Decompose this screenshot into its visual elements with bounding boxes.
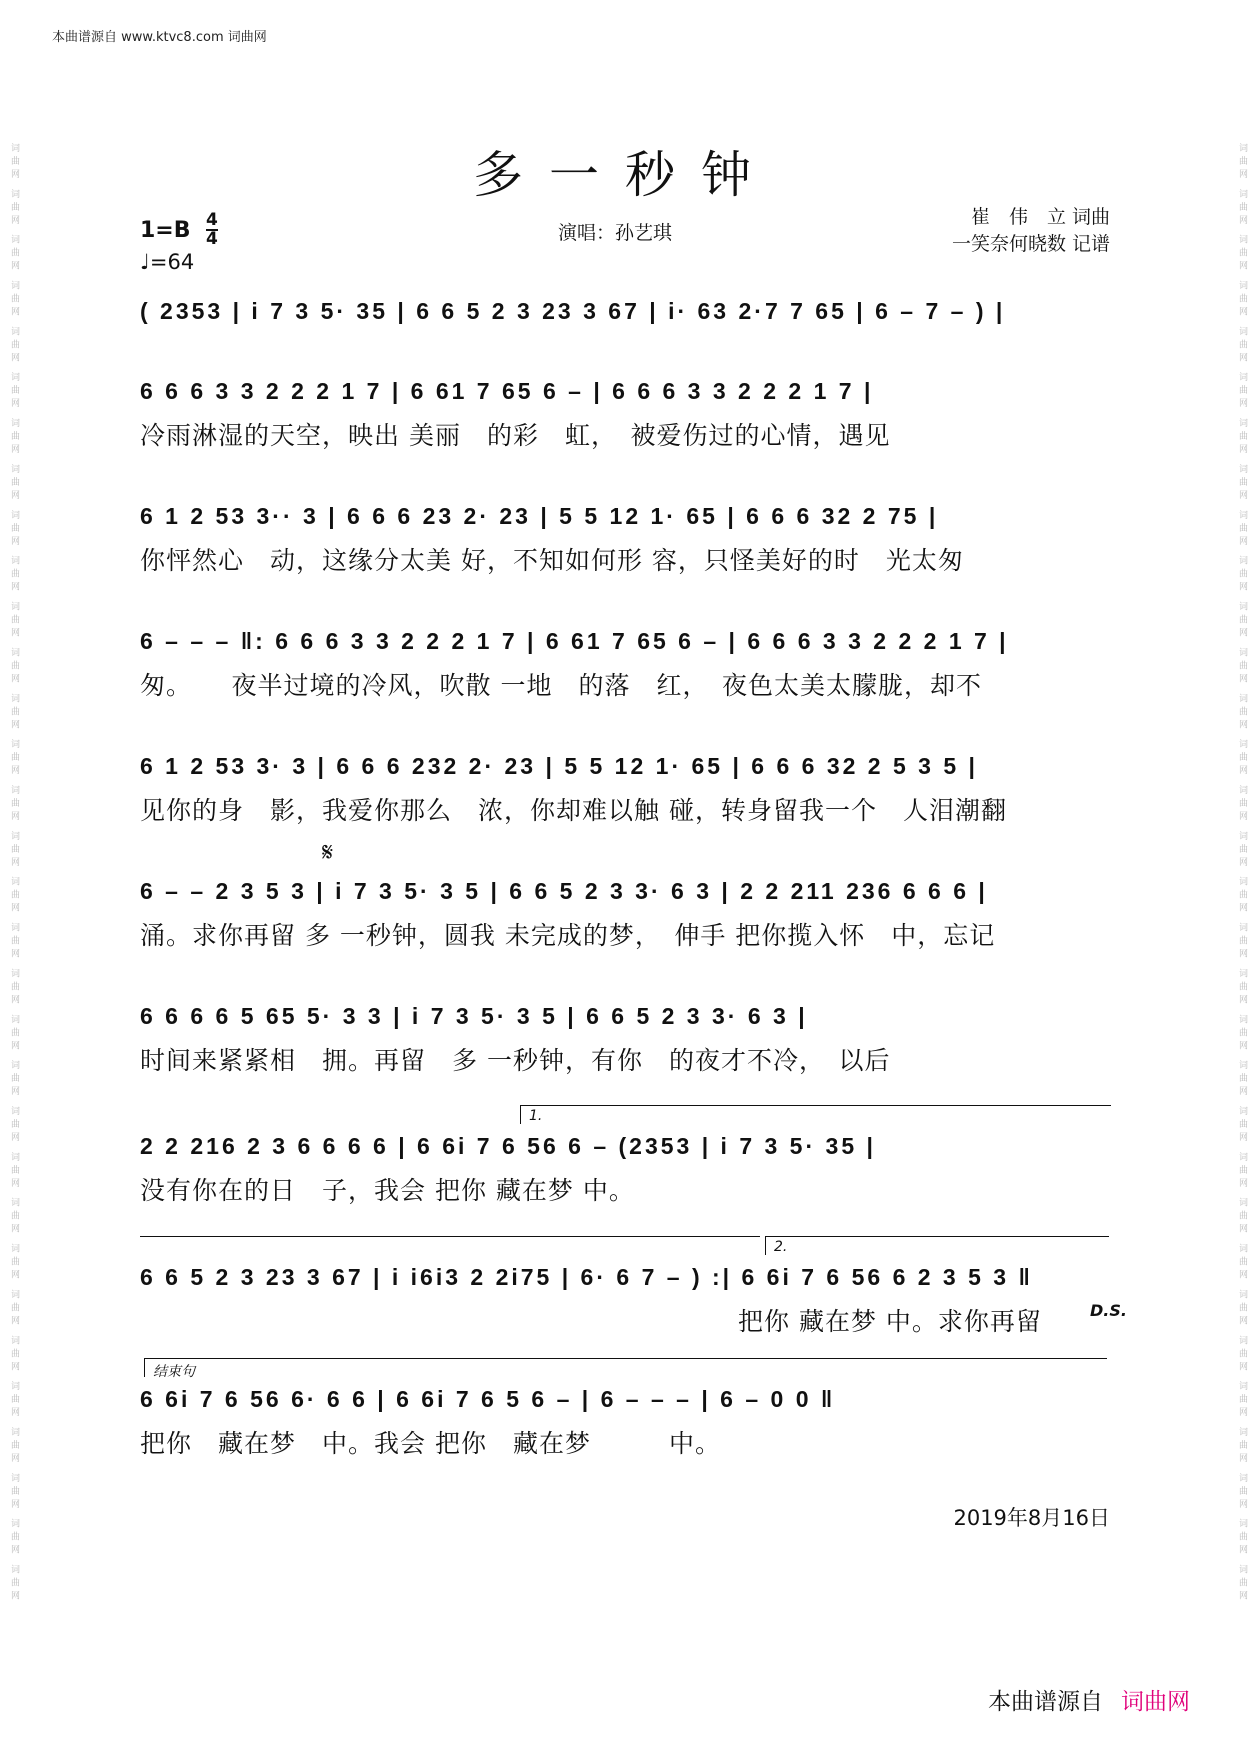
footer-source [988, 1683, 1190, 1716]
lyric-line: 把你 藏在梦 中。我会 把你 藏在梦 中。 [140, 1429, 721, 1458]
lyric-line: 见你的身 影，我爱你那么 浓，你却难以触 碰，转身留我一个 人泪潮翻 [140, 796, 1007, 825]
notation-line: ( 2353 | i 7 3 5· 35 | 6 6 5 2 3 23 3 67 | i· 63 2·7 7 65 | 6 – 7 – ) | [140, 298, 1006, 324]
time-signature [206, 212, 218, 248]
transcriber: 一笑奈何晓数 记谱 [951, 233, 1110, 255]
notation-line: 6 6i 7 6 56 6· 6 6 | 6 6i 7 6 5 6 – | 6 – – – | 6 – 0 0 ‖ [140, 1386, 836, 1412]
author-credits [952, 204, 1110, 258]
dal-segno-mark: D.S. [1090, 1301, 1127, 1320]
notation-line: 6 1 2 53 3·· 3 | 6 6 6 23 2· 23 | 5 5 12 1· 65 | 6 6 6 32 2 75 | [140, 503, 939, 529]
segno-mark: 𝄋 [322, 838, 334, 868]
second-ending-bracket [765, 1236, 1109, 1255]
footer-brand: 词曲网 [1121, 1689, 1190, 1715]
notation-line: 2 2 216 2 3 6 6 6 6 | 6 6i 7 6 56 6 – (2353 | i 7 3 5· 35 | [140, 1133, 876, 1159]
lyric-line: 涌。求你再留 多 一秒钟，圆我 未完成的梦， 伸手 把你揽入怀 中，忘记 [140, 921, 996, 950]
lyricist-composer: 崔 伟 立 词曲 [970, 206, 1110, 228]
lyric-line: 冷雨淋湿的天空，映出 美丽 的彩 虹， 被爱伤过的心情，遇见 [140, 421, 891, 450]
tempo-value: =64 [149, 250, 195, 274]
key-signature: 1=B [140, 218, 191, 243]
first-ending-bracket [520, 1105, 1111, 1124]
coda-label: 结束句 [153, 1364, 195, 1380]
notation-line: 6 6 5 2 3 23 3 67 | i i6i3 2 2i75 | 6· 6 7 – ) :| 6 6i 7 6 56 6 2 3 5 3 ‖ [140, 1264, 1033, 1290]
volta-2-label: 2. [774, 1239, 788, 1255]
volta-1-label: 1. [529, 1108, 543, 1124]
lyric-line: 没有你在的日 子，我会 把你 藏在梦 中。 [140, 1176, 635, 1205]
source-note: 本曲谱源自 www.ktvc8.com 词曲网 [52, 30, 267, 45]
footer-text: 本曲谱源自 [988, 1689, 1103, 1715]
coda-bracket [144, 1358, 1107, 1380]
notation-line: 6 – – – ‖: 6 6 6 3 3 2 2 2 1 7 | 6 61 7 65 6 – | 6 6 6 3 3 2 2 2 1 7 | [140, 628, 1009, 654]
right-watermark-strip: 词曲网 词曲网 词曲网 词曲网 词曲网 词曲网 词曲网 词曲网 词曲网 词曲网 词曲网 词曲网 词曲网 词曲网 词曲网 词曲网 词曲网 词曲网 词曲网 词曲网 词曲网 词曲网 词曲网 词曲网 词曲网 词曲网 词曲网 词曲网 词曲网 词曲网 词曲网 词曲网 [1237, 143, 1247, 1604]
time-bottom: 4 [206, 229, 218, 249]
first-ending-continuation [140, 1236, 760, 1255]
notation-line: 6 – – 2 3 5 3 | i 7 3 5· 3 5 | 6 6 5 2 3 3· 6 3 | 2 2 211 236 6 6 6 | [140, 878, 988, 904]
lyric-line: 时间来紧紧相 拥。再留 多 一秒钟，有你 的夜才不冷， 以后 [140, 1046, 891, 1075]
left-watermark-strip: 词曲网 词曲网 词曲网 词曲网 词曲网 词曲网 词曲网 词曲网 词曲网 词曲网 词曲网 词曲网 词曲网 词曲网 词曲网 词曲网 词曲网 词曲网 词曲网 词曲网 词曲网 词曲网 词曲网 词曲网 词曲网 词曲网 词曲网 词曲网 词曲网 词曲网 词曲网 词曲网 [9, 143, 19, 1604]
lyric-line: 匆。 夜半过境的冷风，吹散 一地 的落 红， 夜色太美太朦胧，却不 [140, 671, 982, 700]
notation-line: 6 1 2 53 3· 3 | 6 6 6 232 2· 23 | 5 5 12 1· 65 | 6 6 6 32 2 5 3 5 | [140, 753, 978, 779]
lyric-line: 你怦然心 动，这缘分太美 好，不知如何形 容，只怪美好的时 光太匆 [140, 546, 964, 575]
song-title: 多一秒钟 [473, 146, 777, 204]
tempo-mark: ♩=64 [140, 250, 195, 274]
date-stamp: 2019年8月16日 [953, 1506, 1110, 1530]
lyric-line: 把你 藏在梦 中。求你再留 [140, 1307, 1042, 1336]
notation-line: 6 6 6 3 3 2 2 2 1 7 | 6 61 7 65 6 – | 6 6 6 3 3 2 2 2 1 7 | [140, 378, 874, 404]
notation-line: 6 6 6 6 5 65 5· 3 3 | i 7 3 5· 3 5 | 6 6 5 2 3 3· 6 3 | [140, 1003, 808, 1029]
time-top: 4 [206, 210, 218, 230]
singer-credit: 演唱：孙艺琪 [558, 222, 673, 244]
